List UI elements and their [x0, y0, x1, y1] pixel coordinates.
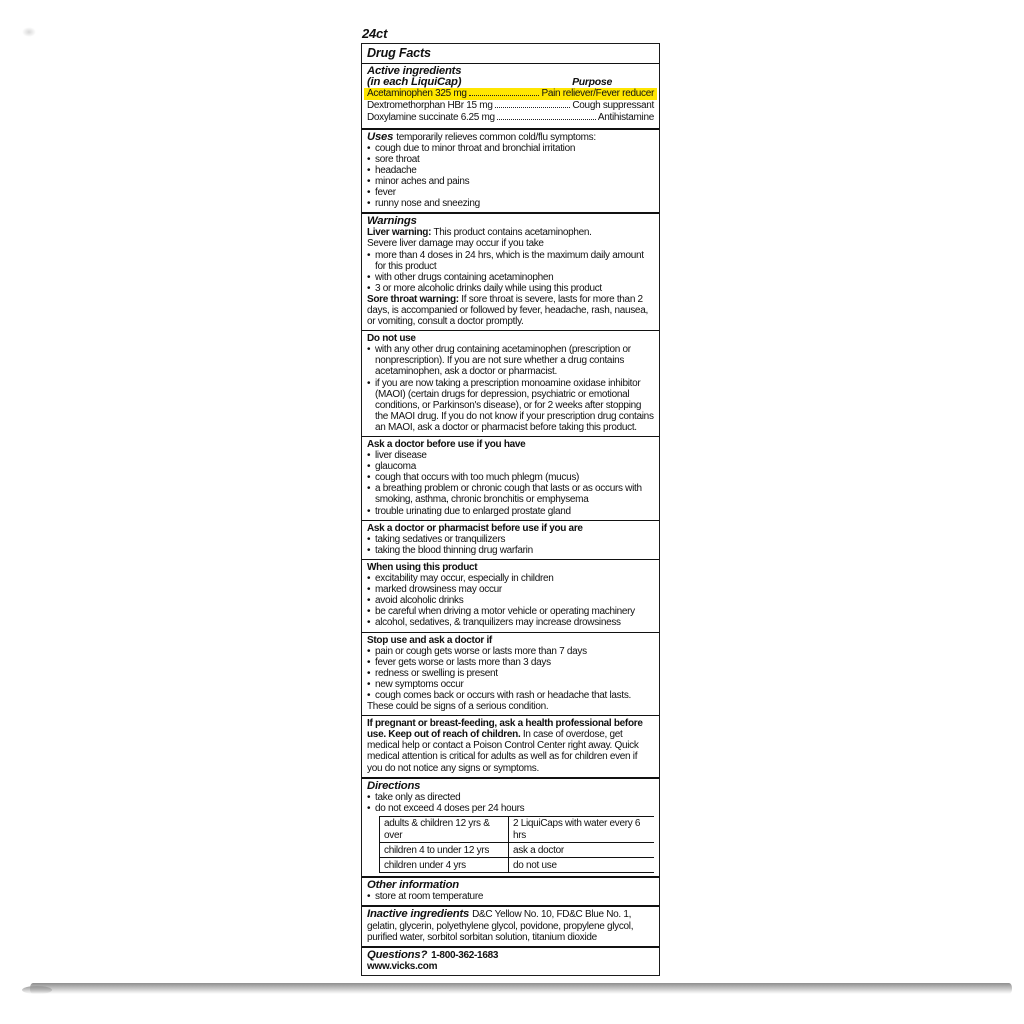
- other-information-bullets: [367, 891, 654, 902]
- stop-use-bullet: • redness or swelling is present: [367, 668, 654, 679]
- liver-warning-label: Liver warning:: [367, 227, 432, 239]
- drug-facts-title: Drug Facts: [367, 46, 431, 60]
- ingredient-purpose: Antihistamine: [597, 112, 654, 124]
- uses-section: [362, 128, 659, 213]
- directions-section: [362, 777, 659, 877]
- dosing-dose-cell: 2 LiquiCaps with water every 6 hrs: [509, 816, 655, 842]
- questions-line: [367, 950, 654, 961]
- stop-use-section: [362, 632, 659, 716]
- keep-out-of-reach-bold: Keep out of reach of children.: [388, 729, 521, 741]
- directions-bullet: • take only as directed: [367, 792, 654, 803]
- ingredient-row-acetaminophen: [364, 88, 657, 100]
- active-ingredients-heading-row: [367, 77, 654, 88]
- inactive-ingredients-text: D&C Yellow No. 10, FD&C Blue No. 1, gelatin, glycerin, polyethylene glycol, povidone, propylene glycol, purified water, sorbitol sorbitan solution, titanium dioxide: [367, 909, 634, 943]
- active-ingredients-section: [362, 64, 659, 127]
- sore-throat-warning: [367, 294, 654, 327]
- pregnancy-text: In case of overdose, get medical help or contact a Poison Control Center right away. Quick medical attention is critical for adults as well as for children even if you do not notice any signs or symptoms.: [367, 729, 639, 774]
- photo-smudge: [22, 27, 36, 37]
- uses-bullet: • minor aches and pains: [367, 176, 654, 187]
- when-using-section: [362, 559, 659, 632]
- package-count: 24ct: [362, 26, 388, 41]
- do-not-use-section: [362, 330, 659, 436]
- liver-warning-line: [367, 227, 654, 238]
- ask-doctor-section: [362, 436, 659, 520]
- stop-use-footer: These could be signs of a serious condition.: [367, 701, 549, 713]
- dosing-row: [380, 816, 655, 842]
- uses-bullet: • cough due to minor throat and bronchial irritation: [367, 143, 654, 154]
- dosing-age-cell: children 4 to under 12 yrs: [380, 843, 509, 858]
- do-not-use-bullets: [367, 344, 654, 433]
- active-ingredients-heading-line1: Active ingredients: [367, 65, 462, 78]
- warnings-section: [362, 212, 659, 330]
- ask-doctor-bullet: • cough that occurs with too much phlegm (mucus): [367, 472, 654, 483]
- ask-doctor-pharmacist-heading: Ask a doctor or pharmacist before use if you are: [367, 522, 583, 534]
- when-using-bullet: • marked drowsiness may occur: [367, 584, 654, 595]
- ask-doctor-pharmacist-section: [362, 520, 659, 559]
- uses-bullet-list: [367, 143, 654, 210]
- ask-doctor-bullet: • liver disease: [367, 450, 654, 461]
- other-information-section: [362, 876, 659, 905]
- pregnancy-section: [362, 715, 659, 776]
- ingredient-purpose: Pain reliever/Fever reducer: [541, 88, 654, 100]
- ask-doctor-heading: Ask a doctor before use if you have: [367, 439, 526, 450]
- liver-warning-bullet: • with other drugs containing acetaminophen: [367, 272, 654, 283]
- liver-warning-text: This product contains acetaminophen.: [433, 227, 592, 239]
- sore-throat-warning-text: If sore throat is severe, lasts for more than 2 days, is accompanied or followed by fever, headache, rash, nausea, or vomiting, consult a doctor promptly.: [367, 293, 648, 328]
- dot-leader: [469, 95, 540, 96]
- stop-use-bullet: • pain or cough gets worse or lasts more than 7 days: [367, 646, 654, 657]
- uses-bullet: • runny nose and sneezing: [367, 198, 654, 209]
- page-edge-shadow: [30, 983, 1012, 994]
- when-using-bullet: • be careful when driving a motor vehicle or operating machinery: [367, 606, 654, 617]
- do-not-use-bullet: • with any other drug containing acetaminophen (prescription or nonprescription). If you are not sure whether a drug contains acetaminophen, ask a doctor or pharmacist.: [367, 344, 654, 377]
- uses-bullet: • headache: [367, 165, 654, 176]
- active-ingredients-heading-line2: (in each LiquiCap): [367, 76, 462, 89]
- dosing-table: [379, 816, 654, 873]
- liver-warning-bullet: • 3 or more alcoholic drinks daily while using this product: [367, 283, 654, 294]
- dosing-age-cell: children under 4 yrs: [380, 858, 509, 873]
- sore-throat-warning-label: Sore throat warning:: [367, 293, 459, 305]
- questions-section: [362, 946, 659, 975]
- stop-use-bullet: • fever gets worse or lasts more than 3 days: [367, 657, 654, 668]
- when-using-bullet: • alcohol, sedatives, & tranquilizers may increase drowsiness: [367, 617, 654, 628]
- directions-bullet: • do not exceed 4 doses per 24 hours: [367, 803, 654, 814]
- do-not-use-heading: Do not use: [367, 333, 416, 345]
- ingredient-name: Dextromethorphan HBr 15 mg: [367, 100, 493, 112]
- liver-warning-bullets: [367, 250, 654, 294]
- questions-website: www.vicks.com: [367, 960, 438, 972]
- liver-warning-bullet: • more than 4 doses in 24 hrs, which is the maximum daily amount for this product: [367, 250, 654, 272]
- other-information-bullet: • store at room temperature: [367, 891, 654, 902]
- uses-bullet: • fever: [367, 187, 654, 198]
- pregnancy-bold1: If pregnant or breast-feeding, ask a health professional before use.: [367, 718, 643, 741]
- do-not-use-bullet: • if you are now taking a prescription monoamine oxidase inhibitor (MAOI) (certain drugs for depression, psychiatric or emotional conditions, or Parkinson's disease), or for 2 weeks after stopping the MAOI drug. If you do not know if your prescription drug contains an MAOI, ask a doctor or pharmacist before taking this product.: [367, 378, 654, 433]
- questions-heading: Questions?: [367, 948, 428, 961]
- ingredient-row-doxylamine: [364, 112, 657, 124]
- ask-doctor-pharmacist-bullet: • taking sedatives or tranquilizers: [367, 534, 654, 545]
- dot-leader: [497, 119, 596, 120]
- ask-doctor-bullet: • trouble urinating due to enlarged prostate gland: [367, 506, 654, 517]
- stop-use-heading: Stop use and ask a doctor if: [367, 634, 492, 646]
- when-using-bullet: • excitability may occur, especially in children: [367, 573, 654, 584]
- when-using-heading: When using this product: [367, 561, 478, 573]
- stop-use-bullet: • new symptoms occur: [367, 679, 654, 690]
- drug-facts-header: [362, 44, 659, 64]
- ingredient-purpose: Cough suppressant: [572, 100, 654, 112]
- dosing-row: [380, 858, 655, 873]
- ask-doctor-bullet: • glaucoma: [367, 461, 654, 472]
- liver-warning-line2: Severe liver damage may occur if you take: [367, 238, 544, 250]
- ingredient-row-dextromethorphan: [364, 100, 657, 112]
- when-using-bullets: [367, 573, 654, 628]
- when-using-bullet: • avoid alcoholic drinks: [367, 595, 654, 606]
- directions-bullets: [367, 792, 654, 814]
- uses-bullet: • sore throat: [367, 154, 654, 165]
- dot-leader: [495, 107, 571, 108]
- stop-use-bullet: • cough comes back or occurs with rash or headache that lasts.: [367, 690, 654, 701]
- dosing-row: [380, 843, 655, 858]
- other-information-heading: Other information: [367, 879, 459, 892]
- directions-heading: Directions: [367, 779, 421, 792]
- stop-use-bullets: [367, 646, 654, 701]
- inactive-ingredients-section: [362, 905, 659, 945]
- ask-doctor-bullets: [367, 450, 654, 517]
- drug-facts-panel: [361, 43, 660, 976]
- ask-doctor-pharmacist-bullet: • taking the blood thinning drug warfarin: [367, 545, 654, 556]
- dosing-dose-cell: ask a doctor: [509, 843, 655, 858]
- dosing-age-cell: adults & children 12 yrs & over: [380, 816, 509, 842]
- dosing-dose-cell: do not use: [509, 858, 655, 873]
- uses-intro: temporarily relieves common cold/flu symptoms:: [396, 131, 596, 143]
- ask-doctor-bullet: • a breathing problem or chronic cough that lasts or as occurs with smoking, asthma, chronic bronchitis or emphysema: [367, 483, 654, 505]
- inactive-ingredients-heading: Inactive ingredients: [367, 908, 470, 921]
- warnings-heading: Warnings: [367, 215, 417, 228]
- questions-phone: 1-800-362-1683: [431, 949, 499, 961]
- ask-doctor-pharmacist-bullets: [367, 534, 654, 556]
- ingredient-name: Doxylamine succinate 6.25 mg: [367, 112, 495, 124]
- uses-intro-line: [367, 132, 654, 143]
- uses-heading: Uses: [367, 130, 394, 143]
- purpose-column-label: Purpose: [572, 76, 612, 89]
- ingredient-name: Acetaminophen 325 mg: [367, 88, 467, 100]
